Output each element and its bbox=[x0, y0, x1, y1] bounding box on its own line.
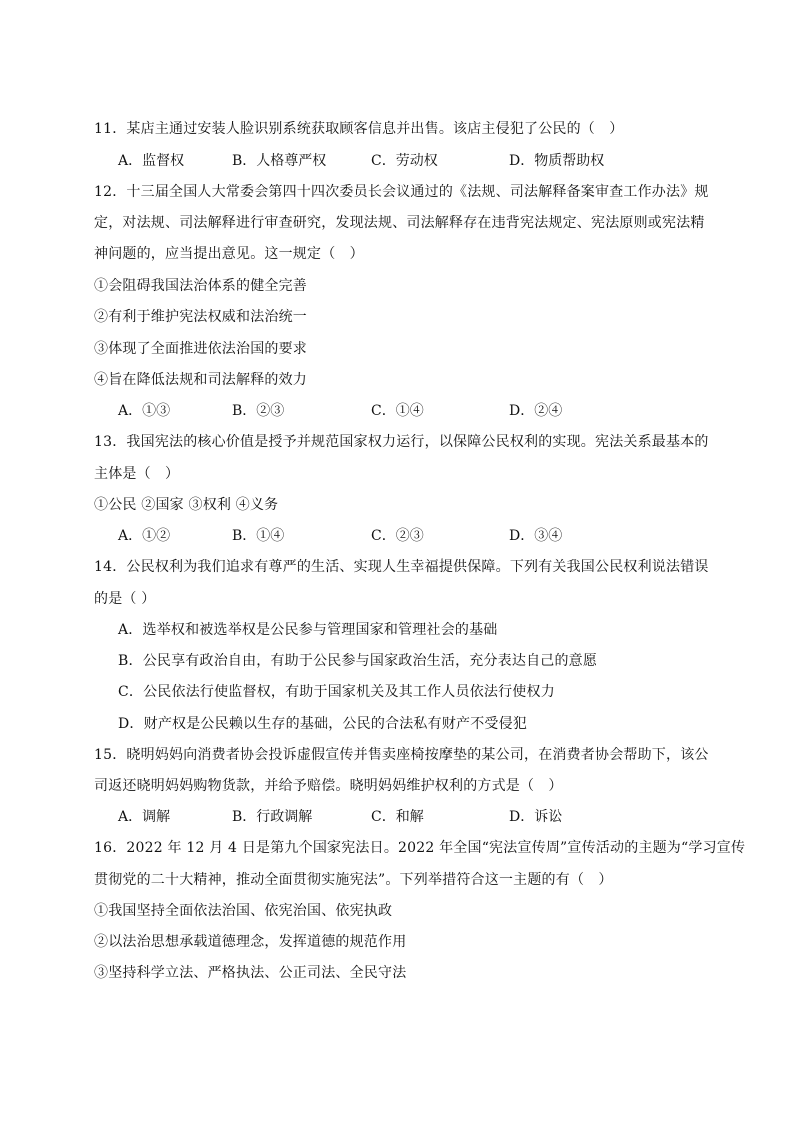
question-13-option-a: A．①② bbox=[118, 528, 171, 544]
question-13-stem-line-2: 主体是（ ） bbox=[94, 466, 180, 482]
question-11-option-a: A．监督权 bbox=[118, 153, 185, 169]
question-12-statement-2: ②有利于维护宪法权威和法治统一 bbox=[94, 309, 307, 325]
question-12-statement-1: ①会阻碍我国法治体系的健全完善 bbox=[94, 278, 307, 294]
question-14-option-c: C．公民依法行使监督权，有助于国家机关及其工作人员依法行使权力 bbox=[118, 684, 555, 700]
question-16-statement-3: ③坚持科学立法、严格执法、公正司法、全民守法 bbox=[94, 965, 407, 981]
question-13-option-c: C．②③ bbox=[371, 528, 424, 544]
question-11-stem: 11．某店主通过安装人脸识别系统获取顾客信息并出售。该店主侵犯了公民的（ ） bbox=[94, 121, 624, 137]
question-13-statements: ①公民 ②国家 ③权利 ④义务 bbox=[94, 497, 279, 513]
question-12-stem-line-3: 神问题的，应当提出意见。这一规定（ ） bbox=[94, 246, 364, 262]
question-12-statement-4: ④旨在降低法规和司法解释的效力 bbox=[94, 372, 307, 388]
question-13-option-d: D．③④ bbox=[509, 528, 563, 544]
question-16-statement-2: ②以法治思想承载道德理念，发挥道德的规范作用 bbox=[94, 934, 407, 950]
question-11-option-d: D．物质帮助权 bbox=[509, 153, 605, 169]
question-11-option-b: B．人格尊严权 bbox=[232, 153, 327, 169]
question-16-stem-line-2: 贯彻党的二十大精神，推动全面贯彻实施宪法”。下列举措符合这一主题的有（ ） bbox=[94, 872, 613, 888]
question-13-option-b: B．①④ bbox=[232, 528, 285, 544]
question-15-stem-line-2: 司返还晓明妈妈购物货款，并给予赔偿。晓明妈妈维护权利的方式是（ ） bbox=[94, 778, 563, 794]
question-12-option-c: C．①④ bbox=[371, 403, 424, 419]
question-12-stem-line-1: 12．十三届全国人大常委会第四十四次委员长会议通过的《法规、司法解释备案审查工作办法》规 bbox=[94, 184, 709, 200]
question-14-stem-line-2: 的是（ ） bbox=[94, 591, 156, 607]
question-14-option-d: D．财产权是公民赖以生存的基础，公民的合法私有财产不受侵犯 bbox=[118, 716, 528, 732]
question-15-option-d: D．诉讼 bbox=[509, 809, 563, 825]
question-16-statement-1: ①我国坚持全面依法治国、依宪治国、依宪执政 bbox=[94, 903, 393, 919]
question-13-stem-line-1: 13．我国宪法的核心价值是授予并规范国家权力运行，以保障公民权利的实现。宪法关系最基本的 bbox=[94, 434, 709, 450]
question-12-option-d: D．②④ bbox=[509, 403, 563, 419]
question-15-option-b: B．行政调解 bbox=[232, 809, 313, 825]
question-12-stem-line-2: 定，对法规、司法解释进行审查研究，发现法规、司法解释存在违背宪法规定、宪法原则或宪法精 bbox=[94, 215, 705, 231]
question-12-option-a: A．①③ bbox=[118, 403, 171, 419]
question-15-stem-line-1: 15．晓明妈妈向消费者协会投诉虚假宣传并售卖座椅按摩垫的某公司，在消费者协会帮助下，该公 bbox=[94, 747, 709, 763]
question-14-option-b: B．公民享有政治自由，有助于公民参与国家政治生活，充分表达自己的意愿 bbox=[118, 653, 598, 669]
question-14-option-a: A．选举权和被选举权是公民参与管理国家和管理社会的基础 bbox=[118, 622, 498, 638]
question-11-option-c: C．劳动权 bbox=[371, 153, 438, 169]
question-14-stem-line-1: 14．公民权利为我们追求有尊严的生活、实现人生幸福提供保障。下列有关我国公民权利说法错误 bbox=[94, 559, 709, 575]
question-12-statement-3: ③体现了全面推进依法治国的要求 bbox=[94, 341, 307, 357]
question-15-option-a: A．调解 bbox=[118, 809, 171, 825]
question-16-stem-line-1: 16．2022 年 12 月 4 日是第九个国家宪法日。2022 年全国“宪法宣传周”宣传活动的主题为“学习宣传 bbox=[94, 840, 746, 856]
question-12-option-b: B．②③ bbox=[232, 403, 285, 419]
question-15-option-c: C．和解 bbox=[371, 809, 424, 825]
